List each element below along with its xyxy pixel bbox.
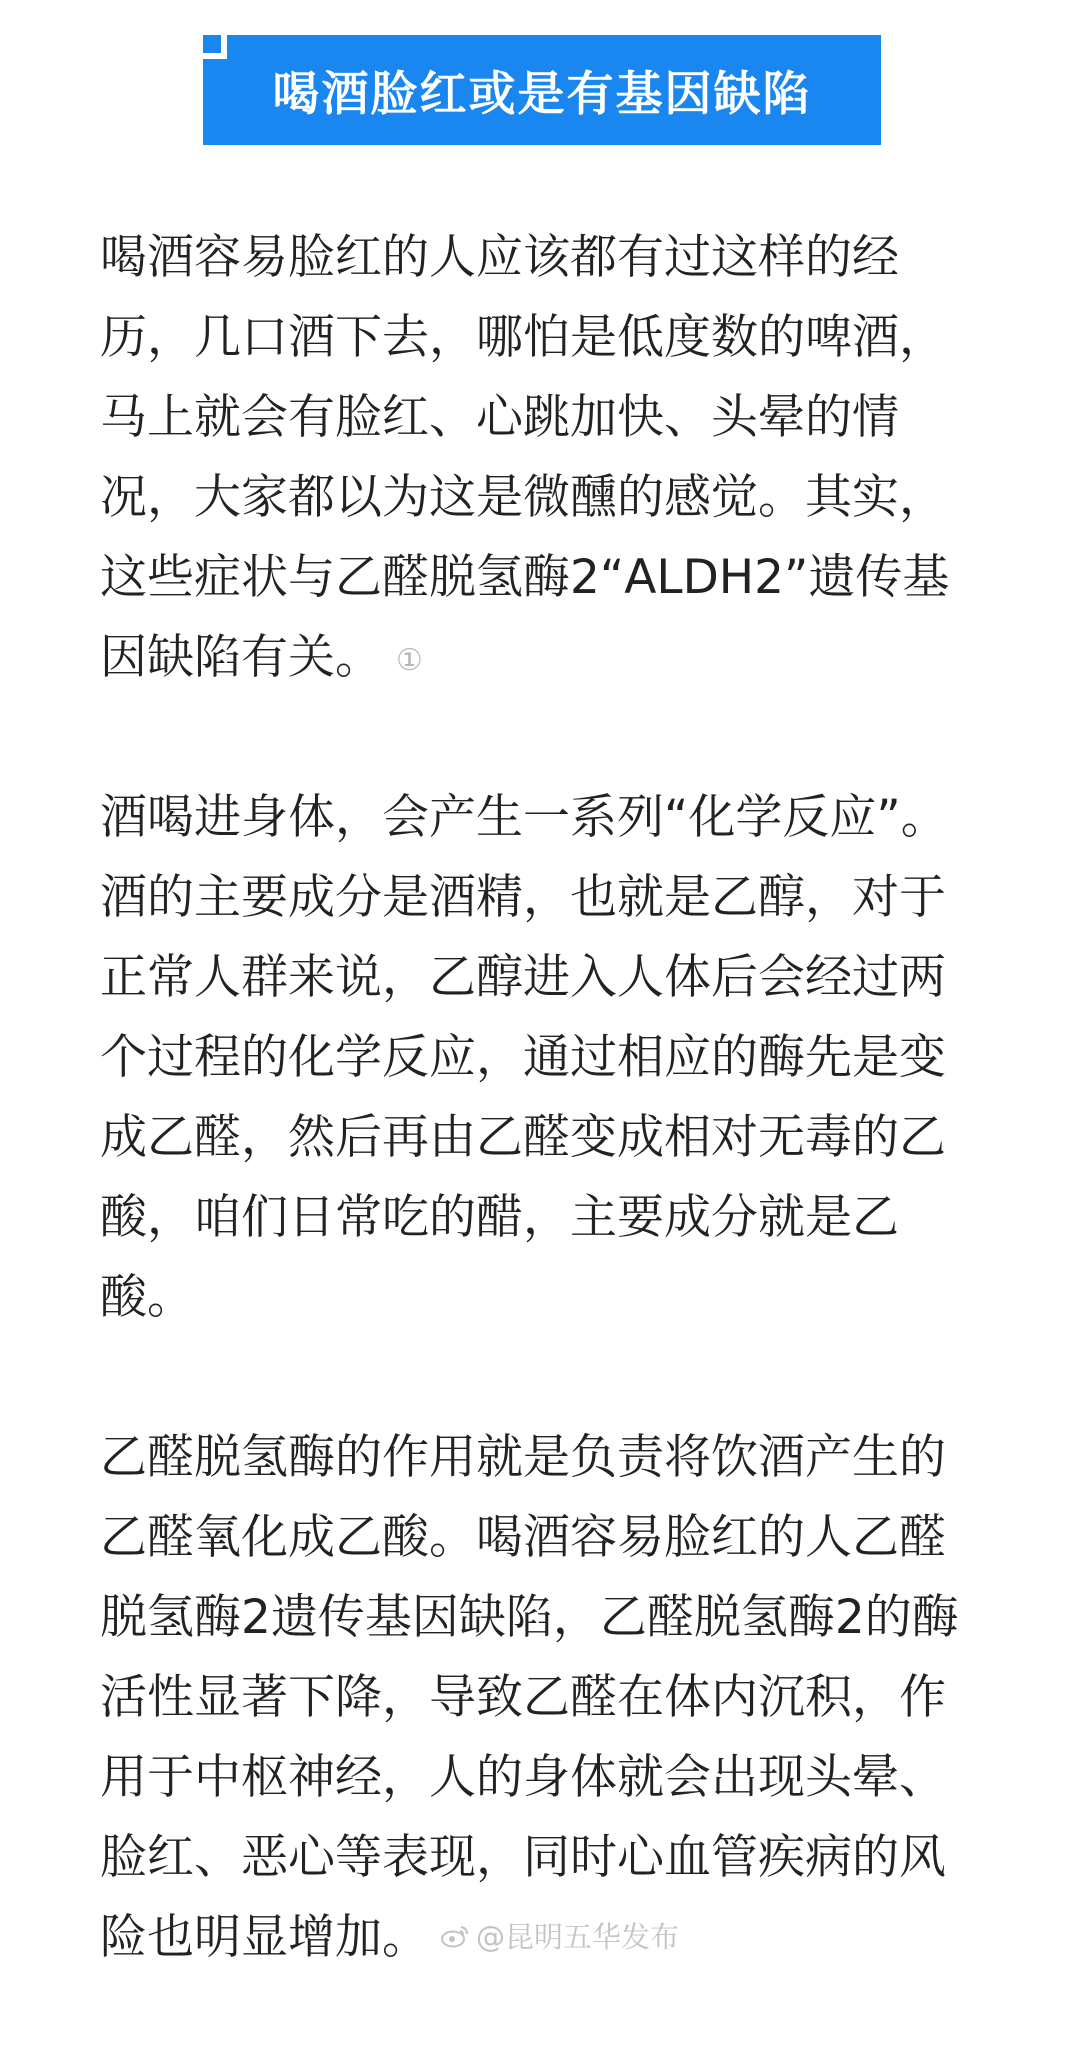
text-line: 这些症状与乙醛脱氢酶2“ALDH2”遗传基 [100,550,950,605]
text-line: 喝酒容易脸红的人应该都有过这样的经 [100,230,899,285]
page-title: 喝酒脸红或是有基因缺陷 [272,66,812,122]
paragraph-2 [100,778,1000,1338]
reference-marker[interactable]: ① [396,642,423,678]
text-line: 脸红、恶心等表现，同时心血管疾病的风 [100,1830,946,1885]
text-line: 脱氢酶2遗传基因缺陷，乙醛脱氢酶2的酶 [100,1590,959,1645]
text-line: 乙醛氧化成乙酸。喝酒容易脸红的人乙醛 [100,1510,946,1565]
watermark [440,1915,679,1956]
text-line: 况，大家都以为这是微醺的感觉。其实， [100,470,946,525]
text-line: 马上就会有脸红、心跳加快、头晕的情 [100,390,899,445]
paragraph-1 [100,218,1000,698]
text-line: 酒喝进身体，会产生一系列“化学反应”。 [100,790,948,845]
text-line-with-ref [100,618,1000,698]
text-line: 活性显著下降，导致乙醛在体内沉积，作 [100,1670,946,1725]
article-body [100,218,1000,2058]
text-line: 成乙醛，然后再由乙醛变成相对无毒的乙 [100,1110,946,1165]
title-banner [203,35,881,145]
text-line: 酸，咱们日常吃的醋，主要成分就是乙 [100,1190,899,1245]
text-line: 乙醛脱氢酶的作用就是负责将饮酒产生的 [100,1430,946,1485]
text-line: 个过程的化学反应，通过相应的酶先是变 [100,1030,946,1085]
text-line: 酒的主要成分是酒精，也就是乙醇，对于 [100,870,946,925]
text-line: 历，几口酒下去，哪怕是低度数的啤酒， [100,310,946,365]
text-line: 正常人群来说，乙醇进入人体后会经过两 [100,950,946,1005]
text-line: 酸。 [100,1270,194,1325]
text-line: 险也明显增加。 [100,1910,429,1965]
paragraph-3 [100,1418,1000,1978]
watermark-text: @昆明五华发布 [476,1920,680,1954]
title-corner-decoration [197,29,227,59]
text-line: 因缺陷有关。 [100,630,382,685]
weibo-icon [440,1924,470,1948]
text-line: 用于中枢神经，人的身体就会出现头晕、 [100,1750,946,1805]
